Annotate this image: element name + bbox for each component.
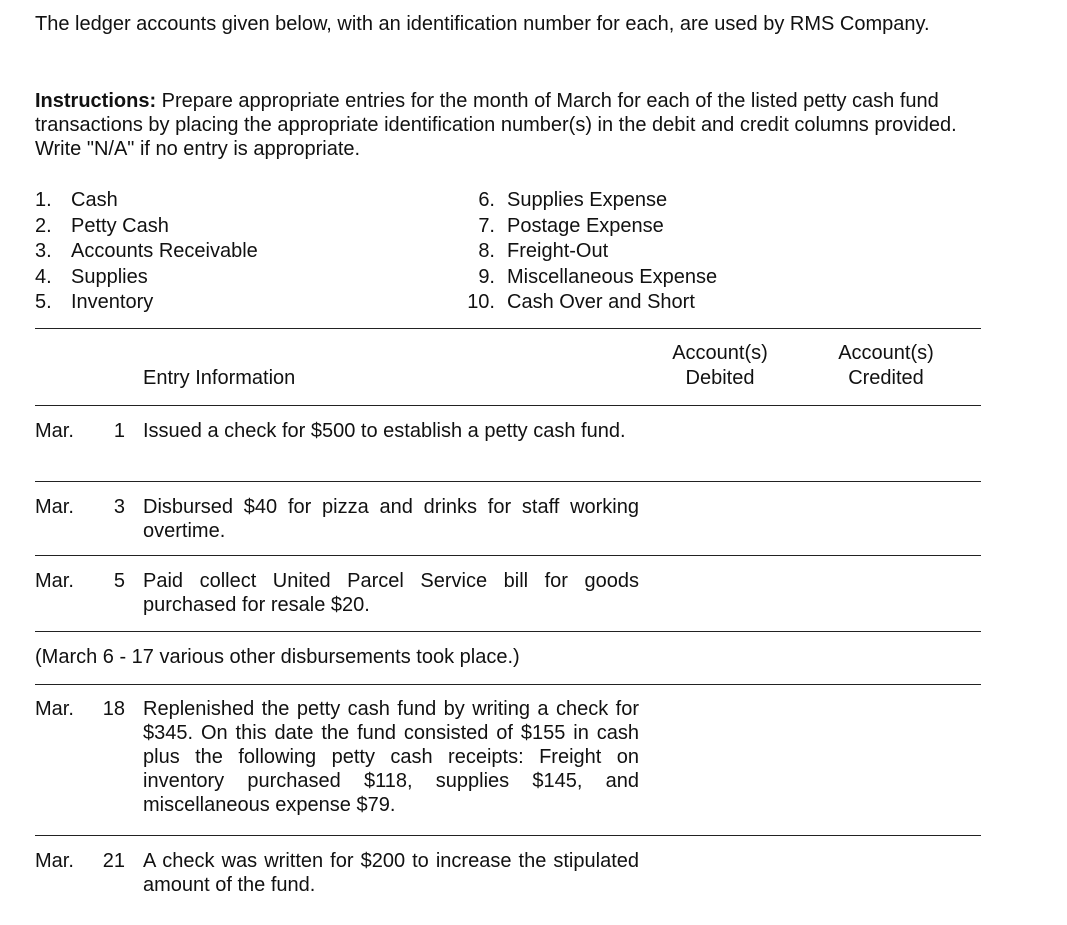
account-number: 3. xyxy=(35,240,52,262)
account-item xyxy=(35,214,258,240)
accounts-list-left xyxy=(35,188,258,316)
entry-text: Disbursed $40 for pizza and drinks for staff working overtime. xyxy=(143,496,639,542)
entry-day: 1 xyxy=(113,420,125,442)
disbursements-note: (March 6 - 17 various other disbursements took place.) xyxy=(35,646,520,668)
account-name: Inventory xyxy=(71,291,154,313)
header-credited-line2: Credited xyxy=(848,367,924,389)
entry-text: Issued a check for $500 to establish a petty cash fund. xyxy=(143,420,626,442)
account-item xyxy=(441,290,717,316)
account-name: Miscellaneous Expense xyxy=(507,265,718,288)
instructions-paragraph xyxy=(35,89,985,161)
intro-paragraph: The ledger accounts given below, with an identification number for each, are used by RMS Company. xyxy=(35,13,930,35)
instructions-text: Prepare appropriate entries for the month of March for each of the listed petty cash fund transactions by placing the appropriate identification number(s) in the debit and credit columns provided. Write "N/A" if no entry is appropriate. xyxy=(35,90,957,160)
row-divider xyxy=(35,631,981,632)
account-item xyxy=(35,265,258,291)
account-item xyxy=(35,290,258,316)
account-item xyxy=(35,188,258,214)
header-debited-line2: Debited xyxy=(685,367,755,389)
account-item xyxy=(441,214,717,240)
account-number: 7. xyxy=(478,214,495,237)
entry-day: 21 xyxy=(102,850,125,872)
account-name: Postage Expense xyxy=(507,214,664,237)
entry-month: Mar. xyxy=(35,850,74,872)
account-name: Petty Cash xyxy=(71,214,169,237)
account-name: Cash Over and Short xyxy=(507,291,695,313)
entry-day: 3 xyxy=(113,496,125,518)
row-divider xyxy=(35,481,981,482)
account-item xyxy=(441,188,717,214)
entry-text: Paid collect United Parcel Service bill for goods purchased for resale $20. xyxy=(143,570,639,616)
account-name: Cash xyxy=(71,189,118,211)
row-divider xyxy=(35,835,981,836)
header-debited-line1: Account(s) xyxy=(672,342,768,364)
account-name: Supplies Expense xyxy=(507,189,668,211)
header-entry-information: Entry Information xyxy=(143,367,296,389)
account-name: Freight-Out xyxy=(507,240,609,262)
entry-text: A check was written for $200 to increase the stipulated amount of the fund. xyxy=(143,850,639,896)
entry-month: Mar. xyxy=(35,570,74,592)
account-number: 2. xyxy=(35,214,52,237)
accounts-list-right xyxy=(441,188,717,316)
account-item xyxy=(441,239,717,265)
account-name: Supplies xyxy=(71,265,148,288)
account-number: 1. xyxy=(35,189,52,211)
account-number: 9. xyxy=(478,265,495,288)
row-divider xyxy=(35,555,981,556)
table-top-rule xyxy=(35,328,981,329)
account-name: Accounts Receivable xyxy=(71,240,258,262)
entry-day: 5 xyxy=(113,570,125,592)
entry-day: 18 xyxy=(102,698,125,720)
account-number: 10. xyxy=(467,291,495,313)
account-item xyxy=(441,265,717,291)
account-number: 8. xyxy=(478,240,495,262)
header-bottom-rule xyxy=(35,405,981,406)
account-number: 6. xyxy=(478,189,495,211)
account-item xyxy=(35,239,258,265)
header-accounts-debited xyxy=(660,341,780,391)
entry-month: Mar. xyxy=(35,496,74,518)
row-divider xyxy=(35,684,981,685)
account-number: 5. xyxy=(35,291,52,313)
header-accounts-credited xyxy=(826,341,946,391)
entry-text: Replenished the petty cash fund by writing a check for $345. On this date the fund consisted of $155 in cash plus the following petty cash receipts: Freight on inventory purchased $118, supplies $145, and miscellaneous expense $79. xyxy=(143,698,639,816)
entry-month: Mar. xyxy=(35,420,74,442)
instructions-label: Instructions: xyxy=(35,90,157,112)
entry-month: Mar. xyxy=(35,698,74,720)
account-number: 4. xyxy=(35,265,52,288)
header-credited-line1: Account(s) xyxy=(838,342,934,364)
